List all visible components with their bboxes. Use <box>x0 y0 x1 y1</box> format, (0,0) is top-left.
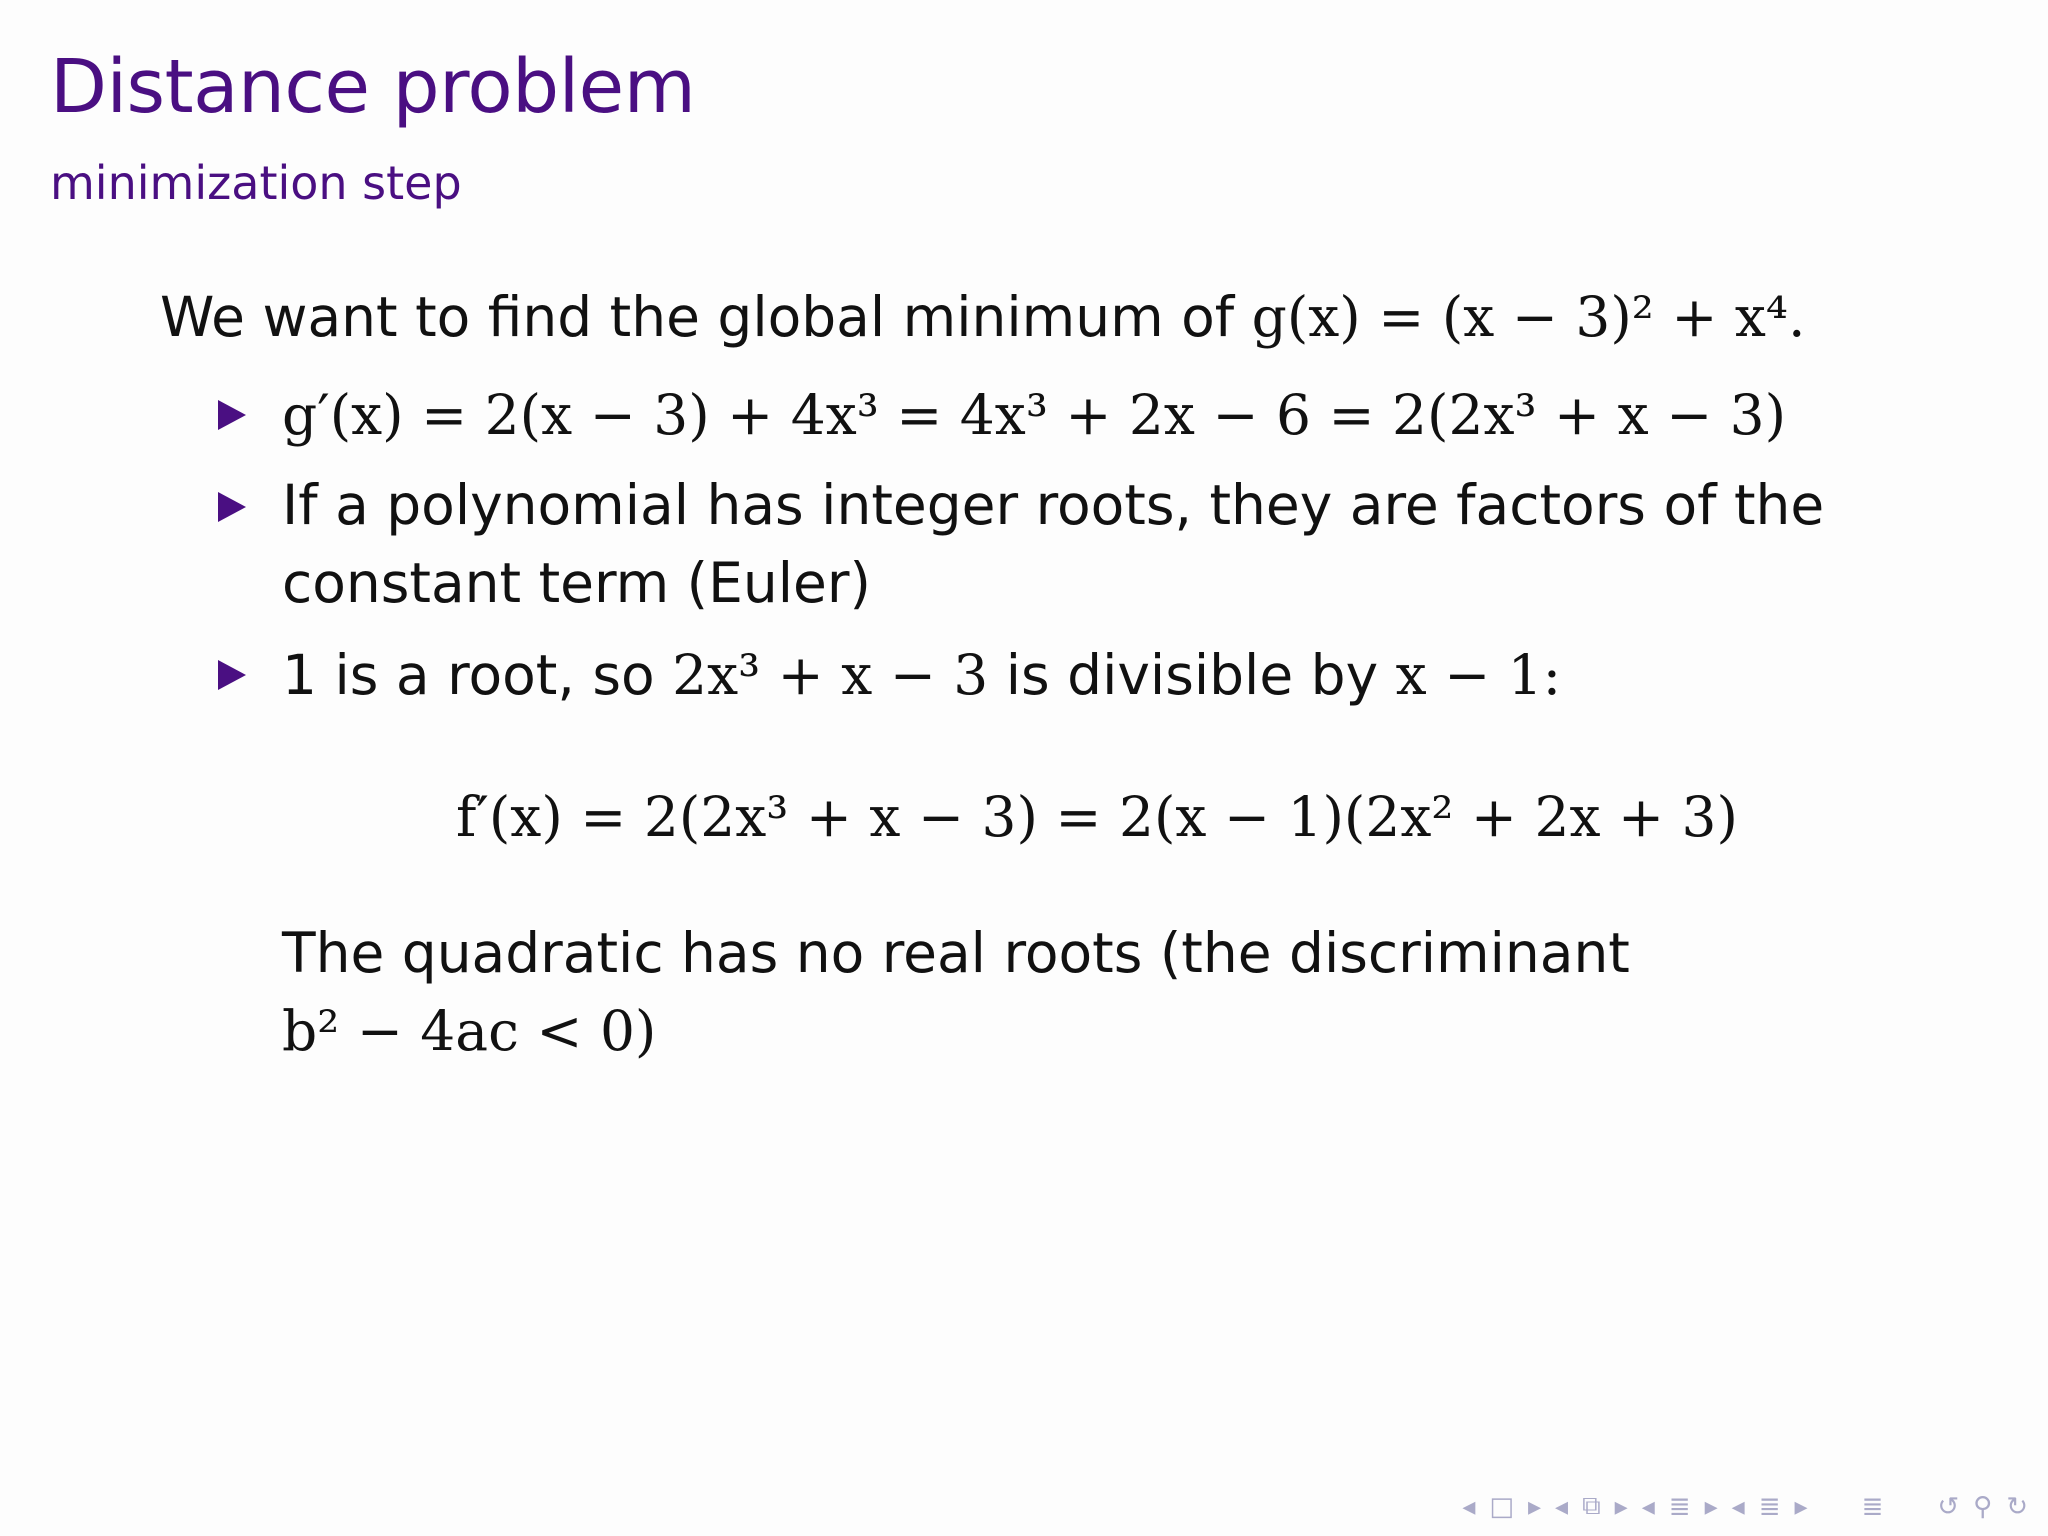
bullet-3-math-a: 2x³ + x − 3 <box>672 643 989 707</box>
next-slide-icon[interactable]: ▸ <box>1527 1491 1542 1522</box>
bullet-3-line <box>282 643 1562 707</box>
intro-line <box>160 285 1806 349</box>
next-section-icon[interactable]: ▸ <box>1704 1491 1718 1522</box>
prev-section-icon[interactable]: ◂ <box>1641 1491 1655 1522</box>
bullet-1-math: g′(x) = 2(x − 3) + 4x³ = 4x³ + 2x − 6 = 2(2x³ + x − 3) <box>282 383 1787 447</box>
navigation-bar <box>1462 1491 2028 1522</box>
prev-subsection-icon[interactable]: ◂ <box>1555 1491 1569 1522</box>
bullet-1-marker <box>218 400 246 430</box>
bullet-3-math-b: x − 1: <box>1395 643 1562 707</box>
back-icon[interactable]: ↺ <box>1937 1491 1960 1522</box>
bullet-3-text-b: is divisible by <box>1005 643 1379 707</box>
bullet-3-text-a: 1 is a root, so <box>282 643 655 707</box>
prev-document-icon[interactable]: ◂ <box>1731 1491 1745 1522</box>
bullet-2-line-2: constant term (Euler) <box>282 551 871 615</box>
subsection-icon[interactable]: ⧉ <box>1582 1491 1601 1521</box>
frame-title: Distance problem <box>50 44 696 130</box>
appendix-icon[interactable]: ≣ <box>1861 1491 1884 1522</box>
intro-math: g(x) = (x − 3)² + x⁴. <box>1251 285 1806 349</box>
conclusion-line-1: The quadratic has no real roots (the discriminant <box>282 921 1630 985</box>
intro-text: We want to find the global minimum of <box>160 285 1235 349</box>
section-icon[interactable]: ≣ <box>1668 1491 1691 1522</box>
forward-icon[interactable]: ↻ <box>2006 1491 2028 1522</box>
next-document-icon[interactable]: ▸ <box>1794 1491 1808 1522</box>
document-icon[interactable]: ≣ <box>1758 1491 1781 1522</box>
bullet-2-line-1: If a polynomial has integer roots, they are factors of the <box>282 473 1825 537</box>
conclusion-line-2: b² − 4ac < 0) <box>282 999 657 1063</box>
next-subsection-icon[interactable]: ▸ <box>1614 1491 1628 1522</box>
bullet-2-marker <box>218 492 246 522</box>
frame-subtitle: minimization step <box>50 156 462 210</box>
search-icon[interactable]: ⚲ <box>1973 1491 1993 1522</box>
bullet-3-marker <box>218 660 246 690</box>
frame-icon[interactable]: □ <box>1489 1491 1514 1522</box>
prev-slide-icon[interactable]: ◂ <box>1462 1491 1476 1522</box>
display-equation: f′(x) = 2(2x³ + x − 3) = 2(x − 1)(2x² + 2x + 3) <box>456 785 1738 849</box>
